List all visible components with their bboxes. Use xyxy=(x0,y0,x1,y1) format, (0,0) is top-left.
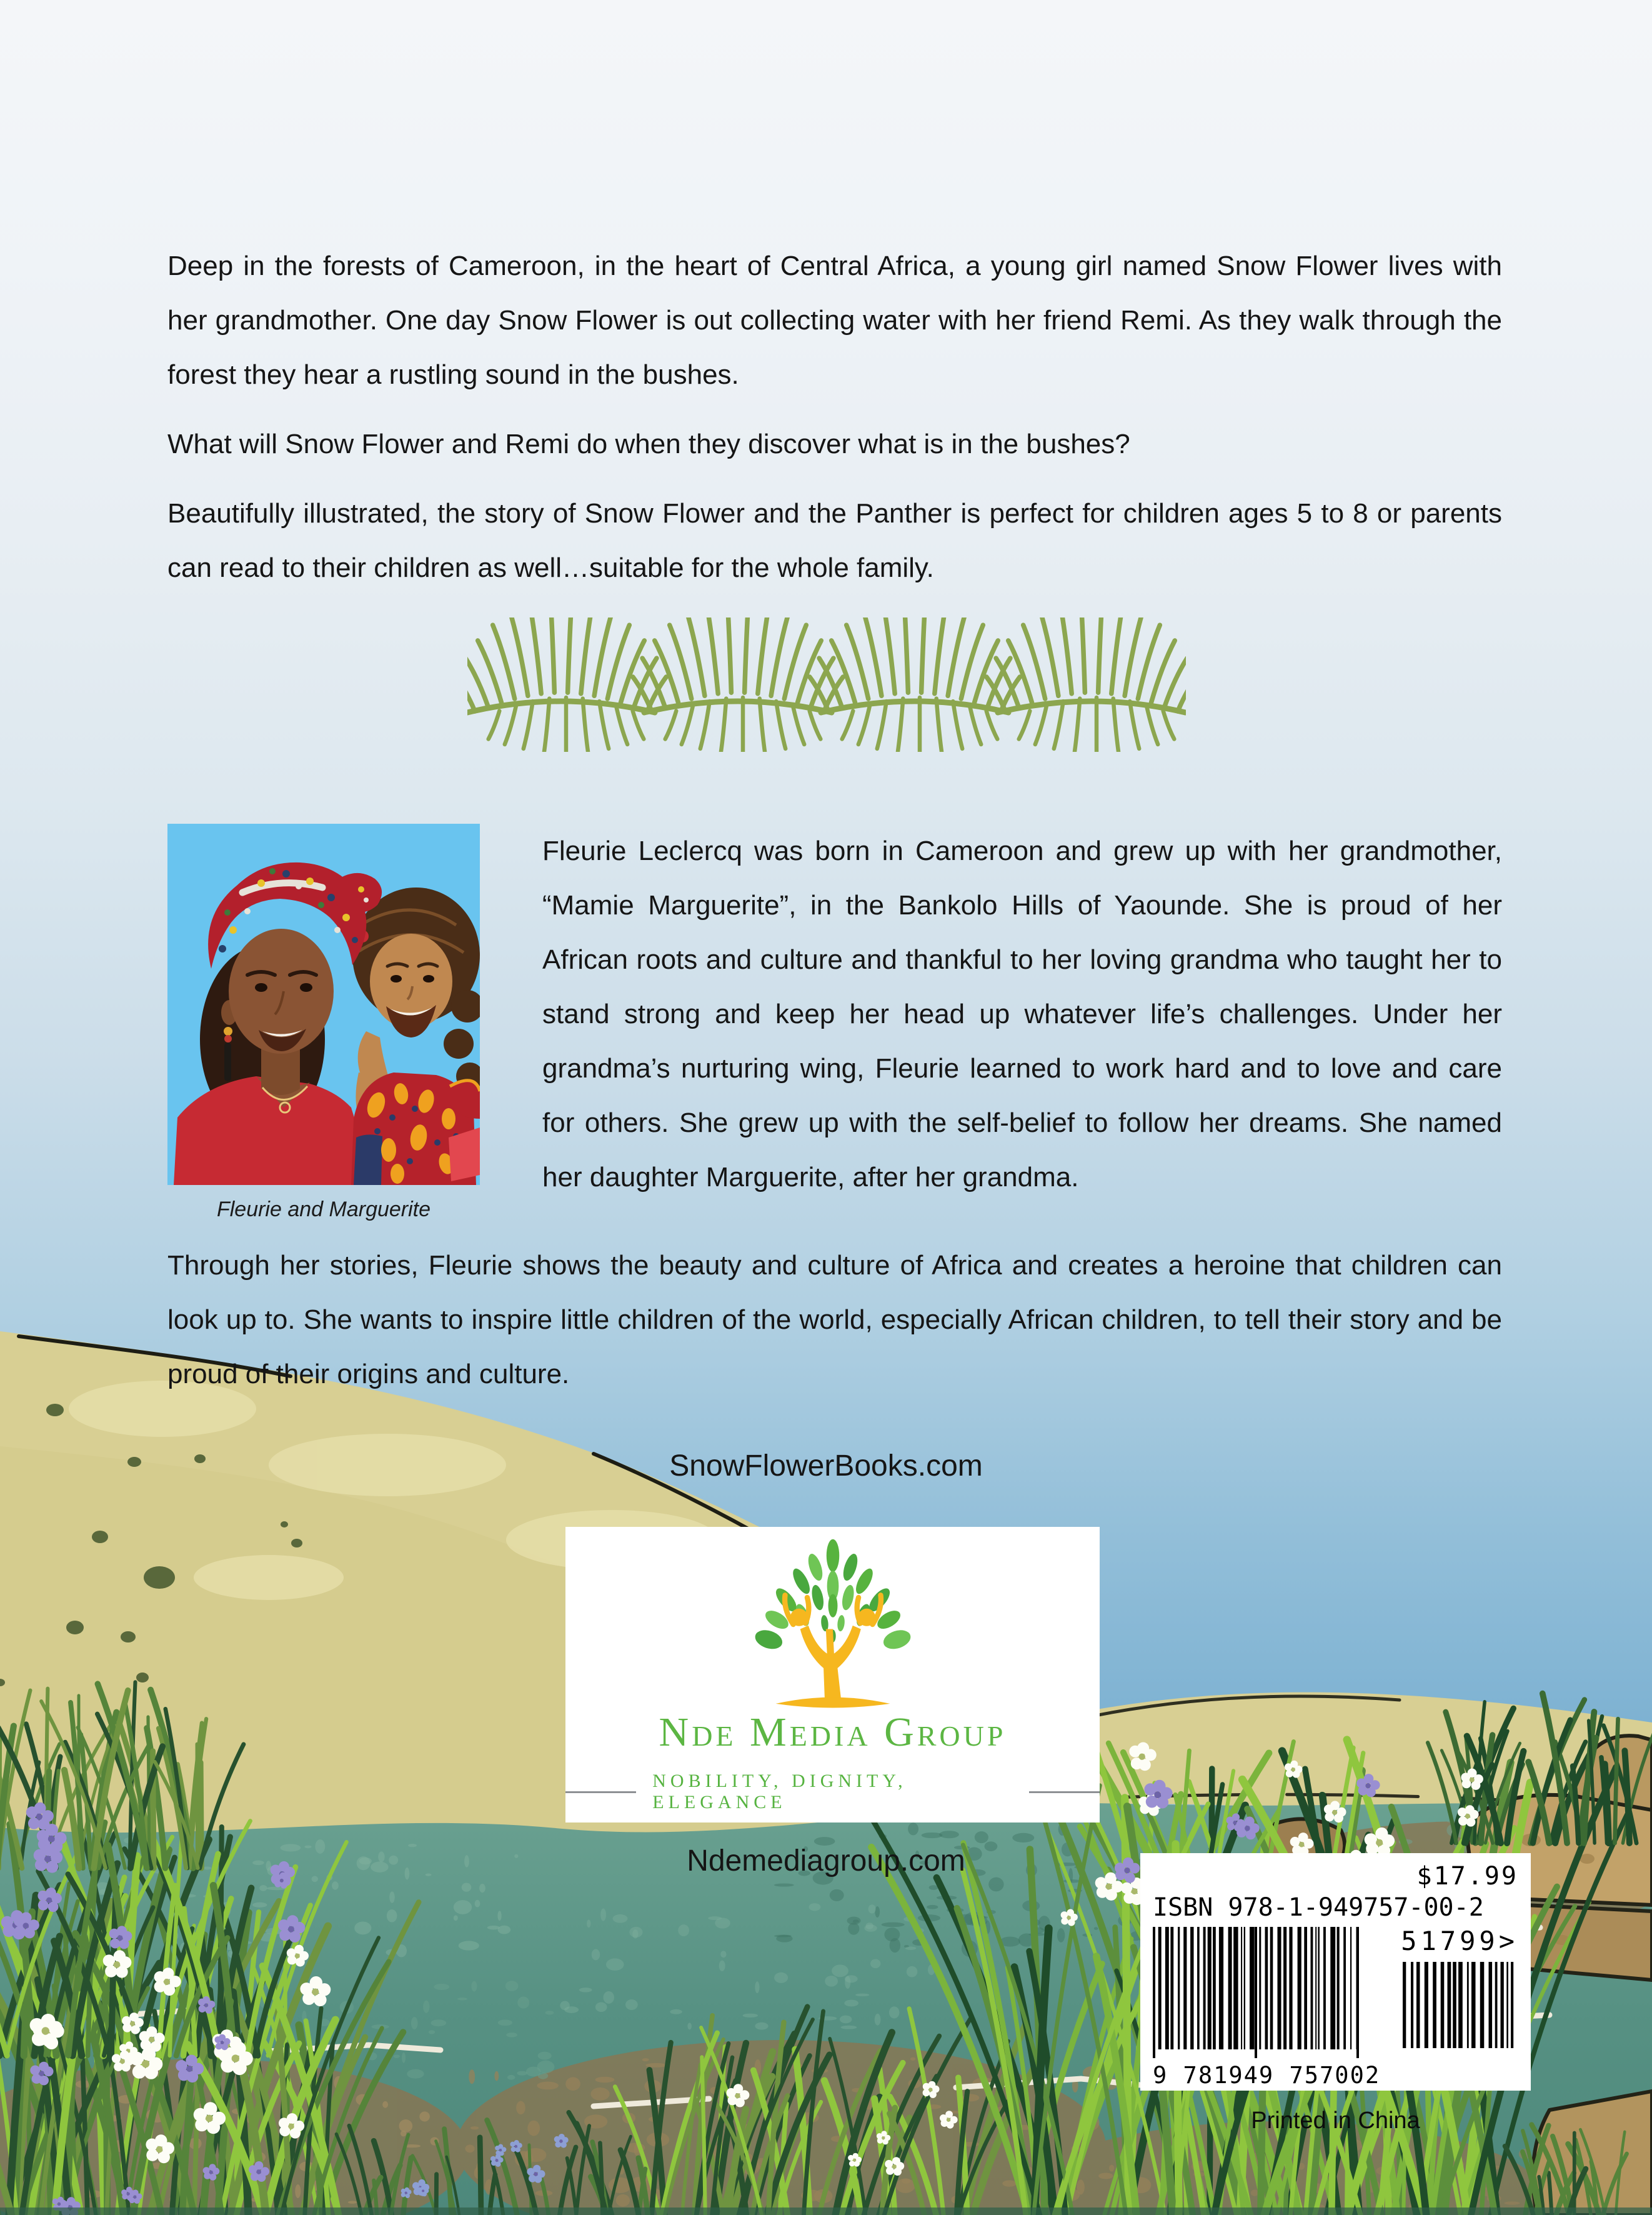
publisher-website: Ndemediagroup.com xyxy=(687,1844,965,1878)
main-barcode xyxy=(1153,1927,1381,2089)
books-website: SnowFlowerBooks.com xyxy=(669,1449,983,1482)
synopsis-paragraph: Beautifully illustrated, the story of Snow Flower and the Panther is perfect for children ages 5 to 8 or parents can read to their children as well…suitable for the whole family. xyxy=(167,498,1502,583)
author-photo xyxy=(167,824,480,1185)
author-bio-continued: Through her stories, Fleurie shows the beauty and culture of Africa and creates a heroine that children can look up to. She wants to inspire little children of the world, especially African children, to tell their story and be proud of their origins and culture. xyxy=(167,1250,1502,1389)
fern-divider-icon xyxy=(467,618,1186,752)
tagline-rule-left xyxy=(565,1791,636,1793)
author-photo-block xyxy=(167,824,542,1222)
author-section xyxy=(167,824,1502,1401)
synopsis-paragraph: Deep in the forests of Cameroon, in the heart of Central Africa, a young girl named Snow Flower lives with her grandmother. One day Snow Flower is out collecting water with her friend Remi. As they walk through the forest they hear a rustling sound in the bushes. xyxy=(167,251,1502,390)
mother-and-child-photo xyxy=(167,824,480,1185)
tree-with-people-logo-icon xyxy=(739,1537,927,1712)
photo-caption: Fleurie and Marguerite xyxy=(216,1198,431,1221)
publisher-tagline xyxy=(565,1771,1100,1813)
barcode-digits: 9 781949 757002 xyxy=(1153,2062,1381,2089)
price-add-on-code: 51799> xyxy=(1401,1926,1518,1956)
synopsis xyxy=(167,239,1502,595)
synopsis-question: What will Snow Flower and Remi do when they discover what is in the bushes? xyxy=(167,429,1130,459)
tagline-text: NOBILITY, DIGNITY, ELEGANCE xyxy=(652,1771,907,1812)
isbn-barcode-block xyxy=(1140,1853,1531,2091)
tagline-rule-right xyxy=(1029,1791,1100,1793)
price-add-on-barcode xyxy=(1403,1962,1518,2048)
isbn-number: ISBN 978-1-949757-00-2 xyxy=(1153,1893,1484,1922)
publisher-name: Nde Media Group xyxy=(659,1709,1007,1755)
author-bio: Fleurie Leclercq was born in Cameroon and grew up with her grandmother, “Mamie Marguerite”, in the Bankolo Hills of Yaounde. She is proud of her African roots and culture and thankful to her loving grandma who taught her to stand strong and keep her head up whatever life’s challenges. Under her grandma’s nurturing wing, Fleurie learned to work hard and to love and care for others. She grew up with the self-belief to follow her dreams. She named her daughter Marguerite, after her grandma. xyxy=(542,836,1502,1192)
price: $17.99 xyxy=(1416,1862,1518,1891)
printed-in-note: Printed in China xyxy=(1251,2108,1420,2134)
publisher-logo-box xyxy=(565,1527,1100,1822)
